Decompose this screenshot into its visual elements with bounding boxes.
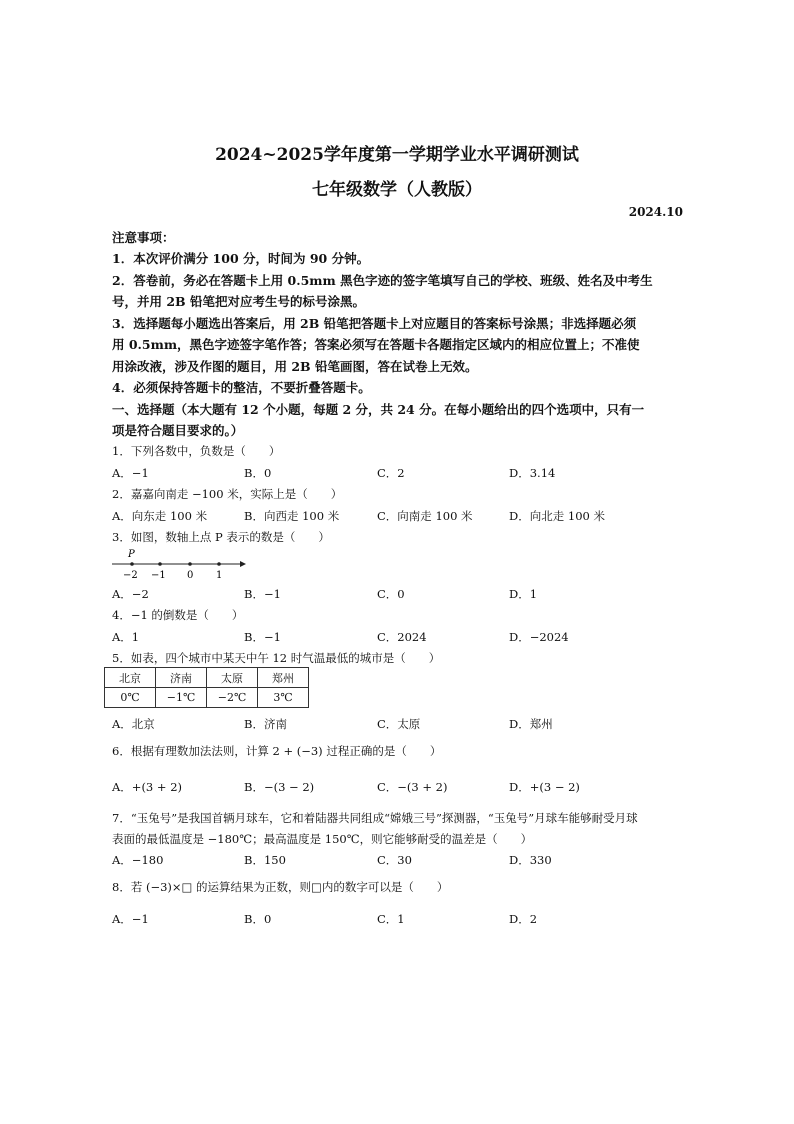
tick-dot-0: [188, 562, 192, 566]
tick-dot-1: [217, 562, 221, 566]
q5-option-d: D．郑州: [509, 717, 553, 731]
notice-line-2b: 号，并用 2B 铅笔把对应考生号的标号涂黑。: [112, 294, 365, 309]
notice-line-3b: 用 0.5mm，黑色字迹签字笔作答；答案必须写在答题卡各题指定区域内的相应位置上；不准使: [112, 337, 640, 352]
q4-option-b: B．−1: [244, 630, 281, 644]
q7-stem-line-2: 表面的最低温度是 −180℃；最高温度是 150℃，则它能够耐受的温差是（ ）: [112, 832, 533, 846]
q4-option-a: A．1: [112, 630, 140, 644]
q1-option-d: D．3.14: [509, 466, 556, 480]
q7-stem-line-1: 7．“玉兔号”是我国首辆月球车，它和着陆器共同组成“嫦娥三号”探测器，“玉兔号”月球车能够耐受月球: [112, 811, 638, 825]
q5-option-a: A．北京: [112, 717, 155, 731]
temperature-table: [104, 667, 309, 708]
q8-option-c: C．1: [377, 912, 405, 926]
q8-stem: 8．若 (−3)×□ 的运算结果为正数，则□内的数字可以是（ ）: [112, 880, 449, 894]
q6-option-a: A．+(3 + 2): [112, 780, 182, 794]
q2-option-d: D．向北走 100 米: [509, 509, 605, 523]
q5-option-b: B．济南: [244, 717, 287, 731]
notice-heading: 注意事项：: [112, 230, 175, 245]
q3-option-b: B．−1: [244, 587, 281, 601]
q1-option-c: C．2: [377, 466, 405, 480]
city-cell: 太原: [207, 668, 258, 688]
temp-cell: 3℃: [258, 688, 309, 708]
notice-line-3a: 3．选择题每小题选出答案后，用 2B 铅笔把答题卡上对应题目的答案标号涂黑；非选择题必须: [112, 316, 637, 331]
exam-subtitle: 七年级数学（人教版）: [312, 180, 482, 200]
q4-option-d: D．−2024: [509, 630, 569, 644]
notice-line-1: 1．本次评价满分 100 分，时间为 90 分钟。: [112, 251, 370, 266]
q7-option-a: A．−180: [112, 853, 164, 867]
table-row: [105, 688, 309, 708]
exam-title: 2024~2025学年度第一学期学业水平调研测试: [215, 145, 579, 165]
section-1-heading: 一、选择题（本大题有 12 个小题，每题 2 分，共 24 分。在每小题给出的四个选项中，只有一: [112, 402, 645, 417]
q6-option-d: D．+(3 − 2): [509, 780, 580, 794]
point-p-label: P: [128, 549, 135, 560]
city-cell: 郑州: [258, 668, 309, 688]
temp-cell: −1℃: [156, 688, 207, 708]
q3-option-a: A．−2: [112, 587, 149, 601]
tick-dot-neg2: [130, 562, 134, 566]
q3-stem: 3．如图，数轴上点 P 表示的数是（ ）: [112, 530, 330, 544]
q6-option-b: B．−(3 − 2): [244, 780, 315, 794]
number-line-arrow: [240, 561, 246, 567]
section-1-heading-cont: 项是符合题目要求的。）: [112, 423, 244, 438]
table-row: [105, 668, 309, 688]
q8-option-a: A．−1: [112, 912, 149, 926]
number-line-figure: [110, 544, 250, 584]
exam-date: 2024.10: [628, 205, 683, 219]
q4-stem: 4．−1 的倒数是（ ）: [112, 608, 244, 622]
temp-cell: −2℃: [207, 688, 258, 708]
q8-option-b: B．0: [244, 912, 272, 926]
q3-option-c: C．0: [377, 587, 405, 601]
tick-label-1: 1: [216, 570, 223, 581]
q2-stem: 2．嘉嘉向南走 −100 米，实际上是（ ）: [112, 487, 343, 501]
q2-option-a: A．向东走 100 米: [112, 509, 208, 523]
q6-stem: 6．根据有理数加法法则，计算 2 + (−3) 过程正确的是（ ）: [112, 744, 442, 758]
tick-dot-neg1: [158, 562, 162, 566]
tick-label-neg1: −1: [151, 570, 166, 581]
city-cell: 济南: [156, 668, 207, 688]
q6-option-c: C．−(3 + 2): [377, 780, 448, 794]
q8-option-d: D．2: [509, 912, 538, 926]
q5-option-c: C．太原: [377, 717, 421, 731]
q5-stem: 5．如表，四个城市中某天中午 12 时气温最低的城市是（ ）: [112, 651, 441, 665]
q1-stem: 1．下列各数中，负数是（ ）: [112, 444, 281, 458]
q7-option-b: B．150: [244, 853, 286, 867]
notice-line-3c: 用涂改液，涉及作图的题目，用 2B 铅笔画图，答在试卷上无效。: [112, 359, 478, 374]
q2-option-c: C．向南走 100 米: [377, 509, 473, 523]
tick-label-0: 0: [187, 570, 194, 581]
tick-label-neg2: −2: [123, 570, 138, 581]
q1-option-b: B．0: [244, 466, 272, 480]
q1-option-a: A．−1: [112, 466, 149, 480]
q3-option-d: D．1: [509, 587, 538, 601]
city-cell: 北京: [105, 668, 156, 688]
notice-line-2a: 2．答卷前，务必在答题卡上用 0.5mm 黑色字迹的签字笔填写自己的学校、班级、姓名及中考生: [112, 273, 653, 288]
q2-option-b: B．向西走 100 米: [244, 509, 340, 523]
q7-option-c: C．30: [377, 853, 412, 867]
q7-option-d: D．330: [509, 853, 552, 867]
temp-cell: 0℃: [105, 688, 156, 708]
q4-option-c: C．2024: [377, 630, 427, 644]
notice-line-4: 4．必须保持答题卡的整洁，不要折叠答题卡。: [112, 380, 371, 395]
